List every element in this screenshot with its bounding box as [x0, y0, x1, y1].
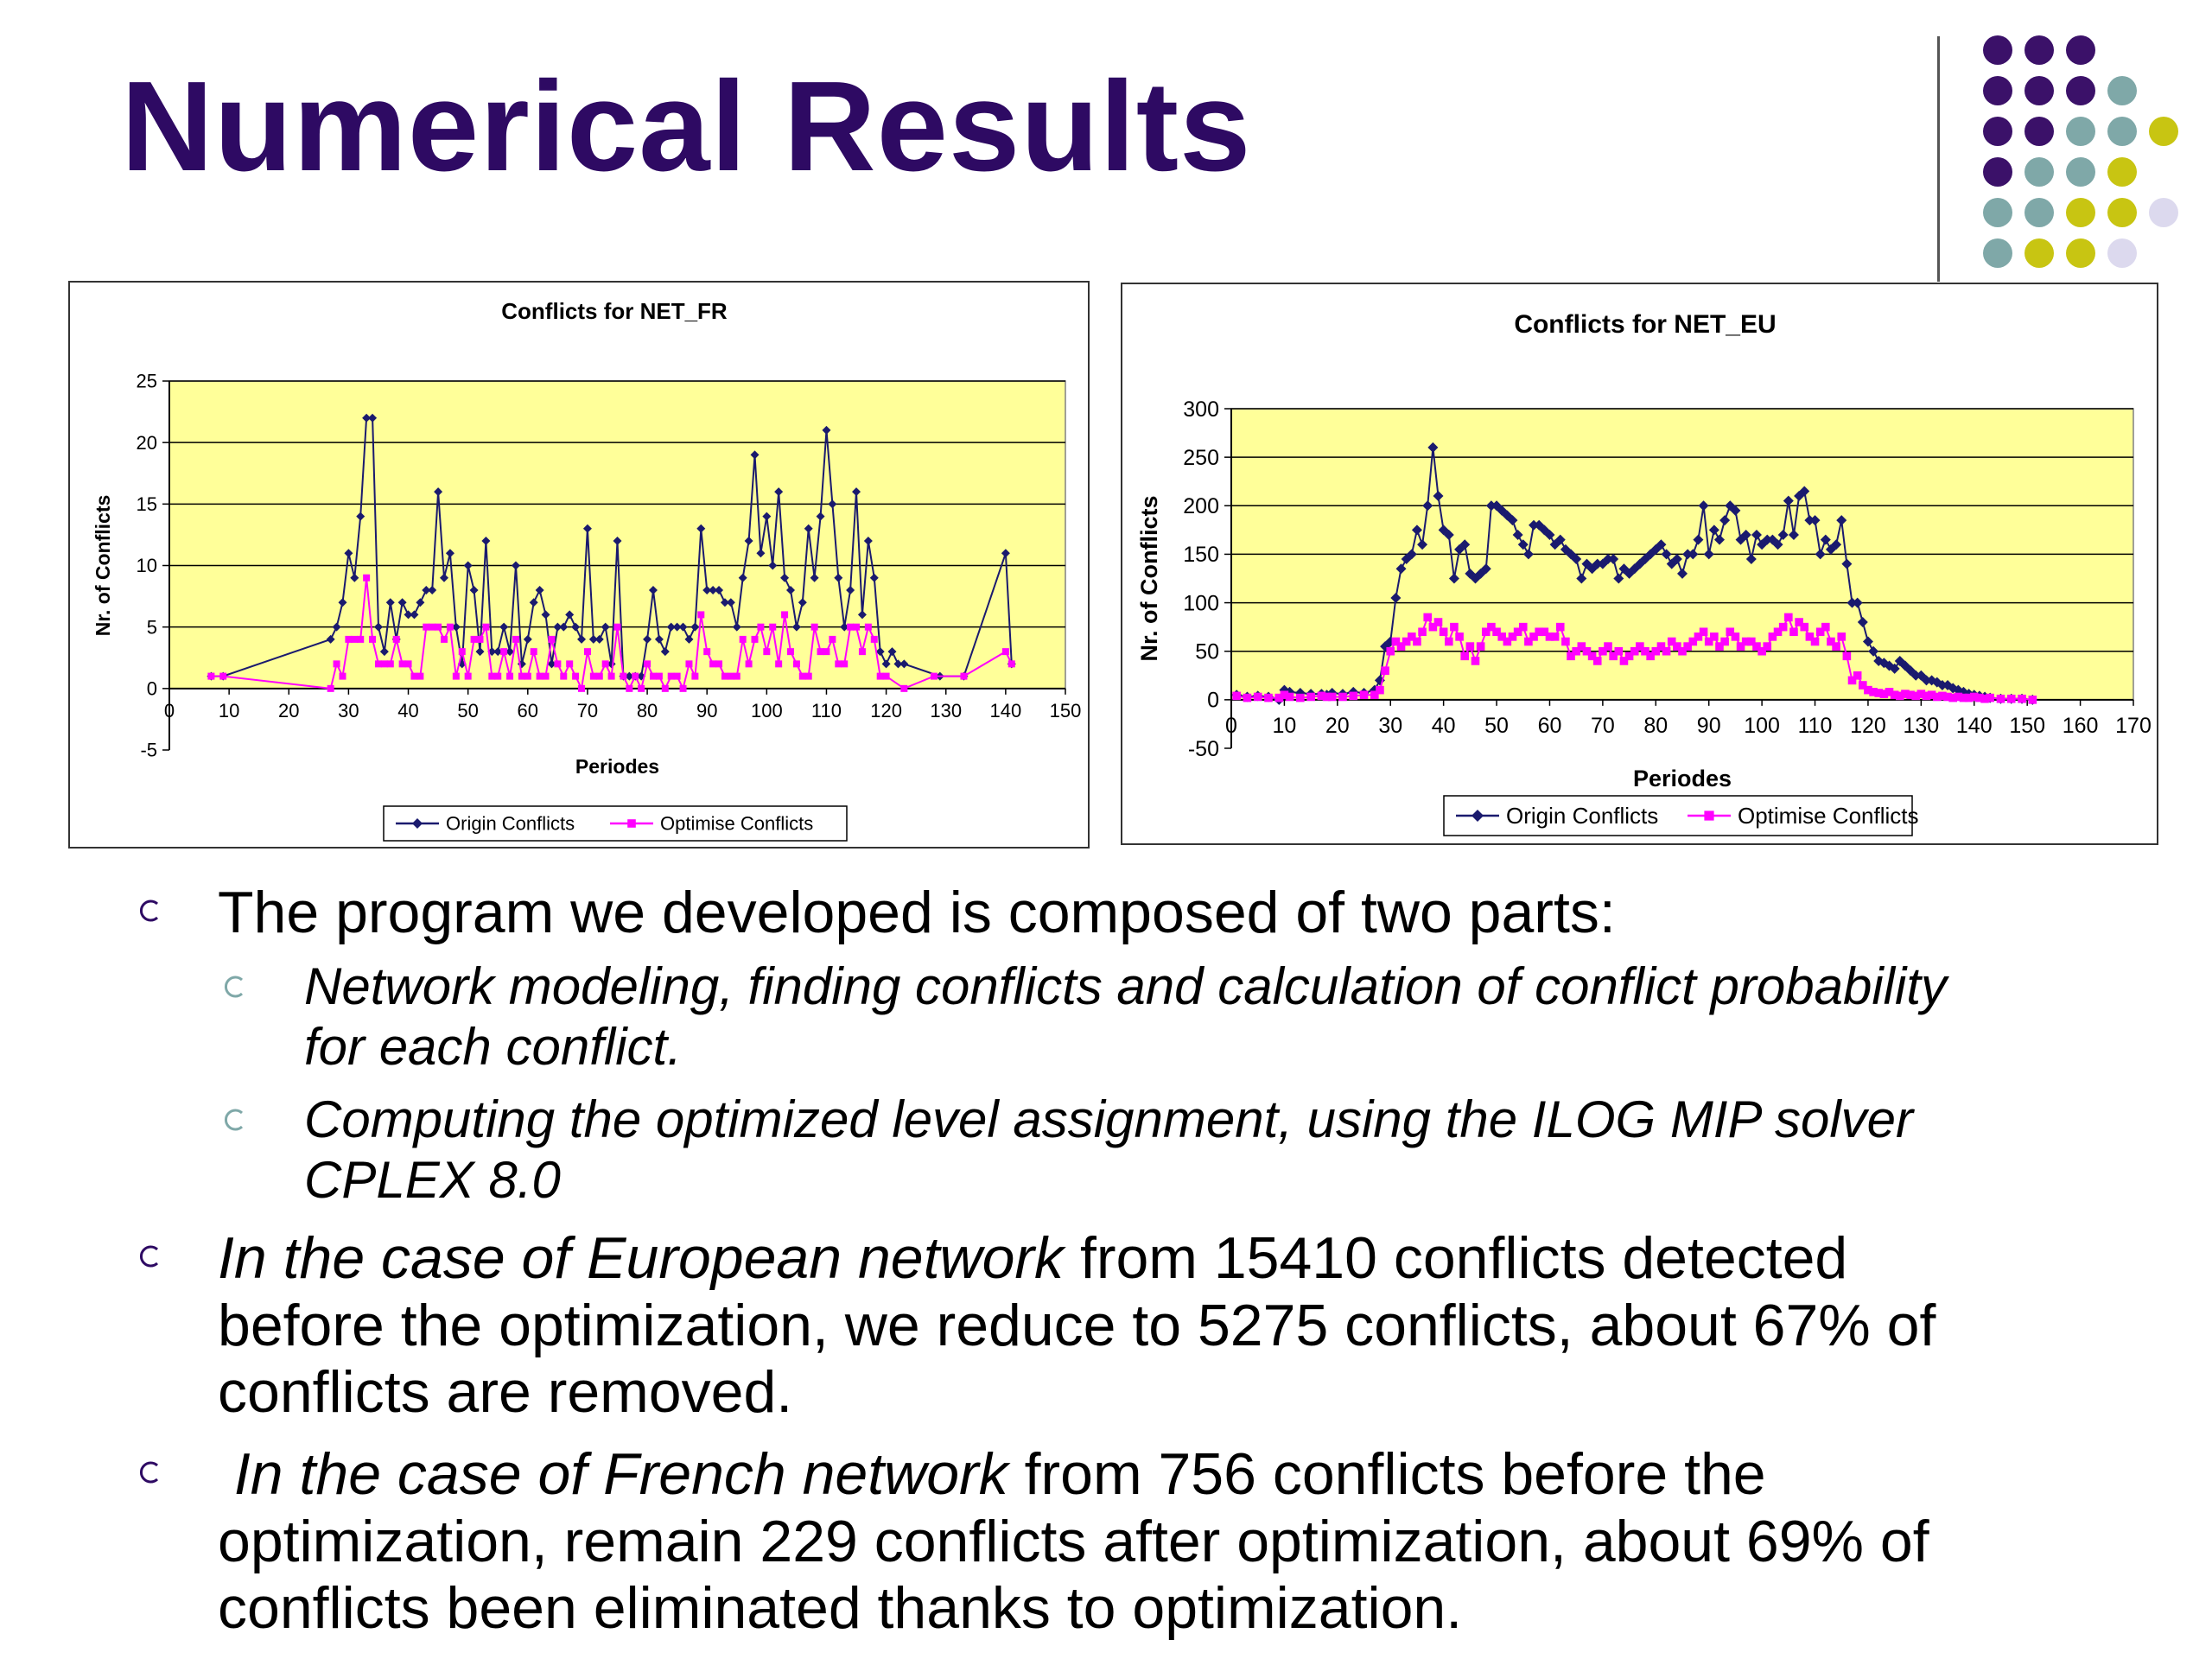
data-point-optimise-conflicts	[685, 660, 692, 667]
x-tick-label: 20	[278, 699, 300, 721]
y-tick-label: 15	[136, 493, 157, 516]
data-point-optimise-conflicts	[871, 636, 878, 643]
x-tick-label: 50	[1484, 713, 1509, 738]
data-point-optimise-conflicts	[1732, 632, 1740, 641]
bullet-2-line-3: conflicts are removed.	[218, 1359, 793, 1425]
x-tick-label: 150	[2009, 713, 2046, 738]
plot-area	[169, 381, 1065, 689]
data-point-optimise-conflicts	[1450, 623, 1459, 632]
decorative-dot	[2024, 198, 2054, 227]
data-point-optimise-conflicts	[859, 648, 866, 655]
data-point-optimise-conflicts	[554, 660, 561, 667]
decorative-dot	[1983, 76, 2012, 105]
data-point-optimise-conflicts	[334, 660, 340, 667]
data-point-optimise-conflicts	[865, 624, 872, 631]
data-point-optimise-conflicts	[1360, 690, 1369, 699]
data-point-optimise-conflicts	[709, 660, 716, 667]
decorative-dot	[2024, 238, 2054, 268]
data-point-optimise-conflicts	[381, 660, 388, 667]
data-point-optimise-conflicts	[1418, 627, 1427, 636]
data-point-optimise-conflicts	[638, 685, 645, 692]
data-point-optimise-conflicts	[1440, 627, 1448, 636]
data-point-optimise-conflicts	[1455, 632, 1464, 641]
data-point-optimise-conflicts	[1662, 647, 1671, 656]
decorative-dot-grid	[0, 0, 2212, 285]
data-point-optimise-conflicts	[339, 673, 346, 680]
data-point-optimise-conflicts	[734, 673, 741, 680]
data-point-optimise-conflicts	[1763, 642, 1771, 651]
data-point-optimise-conflicts	[1445, 638, 1453, 646]
data-point-optimise-conflicts	[1413, 638, 1421, 646]
x-tick-label: 160	[2062, 713, 2099, 738]
bullet-3-line-2: optimization, remain 229 conflicts after optimization, about 69% of	[218, 1509, 1929, 1574]
data-point-optimise-conflicts	[584, 648, 591, 655]
data-point-optimise-conflicts	[1434, 618, 1443, 626]
bullet-3-italic: In the case of French network	[233, 1441, 1008, 1507]
data-point-optimise-conflicts	[560, 673, 567, 680]
data-point-optimise-conflicts	[1720, 638, 1729, 646]
x-tick-label: 60	[1537, 713, 1562, 738]
x-tick-label: 40	[397, 699, 419, 721]
x-tick-label: 150	[1049, 699, 1082, 721]
data-point-optimise-conflicts	[476, 636, 483, 643]
decorative-dot	[2107, 76, 2137, 105]
y-tick-label: 20	[136, 431, 157, 454]
data-point-optimise-conflicts	[841, 660, 848, 667]
bullet-2-italic: In the case of European network	[218, 1225, 1065, 1291]
data-point-optimise-conflicts	[363, 575, 370, 582]
data-point-optimise-conflicts	[512, 636, 519, 643]
y-tick-label: 50	[1195, 639, 1219, 664]
data-point-optimise-conflicts	[524, 673, 531, 680]
y-tick-label: 5	[146, 616, 157, 639]
bullet-2-line-2: before the optimization, we reduce to 5275 conflicts, about 67% of	[218, 1293, 1936, 1358]
data-point-optimise-conflicts	[327, 685, 334, 692]
decorative-dot	[1983, 35, 2012, 65]
y-axis-label: Nr. of Conflicts	[1136, 495, 1162, 662]
data-point-optimise-conflicts	[1789, 627, 1798, 636]
bullet-marker-icon	[138, 899, 162, 923]
y-tick-label: -5	[140, 739, 157, 761]
x-tick-label: 80	[636, 699, 658, 721]
data-point-optimise-conflicts	[1008, 660, 1015, 667]
data-point-optimise-conflicts	[650, 673, 657, 680]
bullet-1: The program we developed is composed of two parts:	[218, 880, 1616, 945]
x-tick-label: 60	[517, 699, 539, 721]
data-point-optimise-conflicts	[1784, 613, 1793, 622]
data-point-optimise-conflicts	[1821, 623, 1830, 632]
data-point-optimise-conflicts	[715, 660, 722, 667]
bullet-marker-icon	[138, 1460, 162, 1484]
data-point-optimise-conflicts	[632, 673, 639, 680]
data-point-optimise-conflicts	[506, 673, 513, 680]
y-tick-label: 150	[1183, 543, 1219, 568]
data-point-optimise-conflicts	[763, 648, 770, 655]
data-point-optimise-conflicts	[691, 673, 698, 680]
x-tick-label: 140	[1955, 713, 1993, 738]
legend-label-optimise-conflicts: Optimise Conflicts	[1738, 803, 1919, 830]
data-point-optimise-conflicts	[1002, 648, 1009, 655]
data-point-optimise-conflicts	[2029, 696, 2037, 704]
x-axis-label: Periodes	[575, 755, 660, 778]
data-point-optimise-conflicts	[543, 673, 550, 680]
bullet-2-rest: from 15410 conflicts detected	[1064, 1225, 1848, 1291]
decorative-dot	[2024, 76, 2054, 105]
x-tick-label: 130	[1903, 713, 1940, 738]
data-point-optimise-conflicts	[1837, 632, 1846, 641]
data-point-optimise-conflicts	[369, 636, 376, 643]
legend-label-optimise-conflicts: Optimise Conflicts	[660, 812, 814, 835]
data-point-optimise-conflicts	[578, 685, 585, 692]
data-point-optimise-conflicts	[410, 673, 417, 680]
x-tick-label: 90	[696, 699, 718, 721]
data-point-optimise-conflicts	[740, 636, 747, 643]
data-point-optimise-conflicts	[1843, 652, 1852, 661]
x-tick-label: 100	[750, 699, 783, 721]
legend-label-origin-conflicts: Origin Conflicts	[1506, 803, 1659, 830]
data-point-optimise-conflicts	[1561, 638, 1570, 646]
data-point-optimise-conflicts	[219, 673, 226, 680]
data-point-optimise-conflicts	[1811, 638, 1820, 646]
x-tick-label: 110	[810, 699, 842, 721]
x-tick-label: 50	[457, 699, 479, 721]
data-point-optimise-conflicts	[1800, 623, 1808, 632]
legend-marker-optimise-conflicts	[1704, 810, 1713, 820]
data-point-optimise-conflicts	[644, 660, 651, 667]
data-point-optimise-conflicts	[465, 673, 472, 680]
x-tick-label: 120	[870, 699, 902, 721]
data-point-optimise-conflicts	[1604, 642, 1612, 651]
chart-title: Conflicts for NET_FR	[501, 298, 728, 324]
data-point-optimise-conflicts	[602, 660, 609, 667]
x-tick-label: 30	[338, 699, 359, 721]
y-tick-label: 25	[136, 370, 157, 392]
x-tick-label: 100	[1744, 713, 1780, 738]
data-point-optimise-conflicts	[1471, 657, 1480, 665]
data-point-optimise-conflicts	[1381, 666, 1389, 675]
y-tick-label: 250	[1183, 445, 1219, 470]
data-point-optimise-conflicts	[488, 673, 495, 680]
data-point-optimise-conflicts	[805, 673, 812, 680]
decorative-dot	[2107, 238, 2137, 268]
x-tick-label: 10	[1272, 713, 1297, 738]
decorative-dot	[2149, 117, 2178, 146]
data-point-optimise-conflicts	[566, 660, 573, 667]
y-tick-label: 200	[1183, 494, 1219, 519]
chart-title: Conflicts for NET_EU	[1514, 310, 1777, 339]
data-point-optimise-conflicts	[351, 636, 358, 643]
chart-net-fr-svg	[70, 283, 1088, 847]
data-point-optimise-conflicts	[799, 673, 806, 680]
y-tick-label: -50	[1187, 736, 1219, 761]
data-point-optimise-conflicts	[459, 648, 466, 655]
data-point-optimise-conflicts	[416, 673, 423, 680]
data-point-optimise-conflicts	[1254, 693, 1262, 702]
data-point-optimise-conflicts	[1615, 647, 1624, 656]
data-point-optimise-conflicts	[721, 673, 728, 680]
decorative-dot	[2066, 76, 2095, 105]
data-point-optimise-conflicts	[447, 624, 454, 631]
data-point-optimise-conflicts	[1710, 632, 1719, 641]
data-point-optimise-conflicts	[1296, 694, 1305, 702]
decorative-dot	[2107, 117, 2137, 146]
decorative-dot	[2066, 238, 2095, 268]
y-tick-label: 300	[1183, 397, 1219, 422]
x-tick-label: 20	[1325, 713, 1350, 738]
x-tick-label: 170	[2115, 713, 2152, 738]
data-point-optimise-conflicts	[746, 660, 753, 667]
data-point-optimise-conflicts	[596, 673, 603, 680]
data-point-optimise-conflicts	[728, 673, 734, 680]
data-point-optimise-conflicts	[1376, 686, 1384, 695]
data-point-optimise-conflicts	[1551, 632, 1560, 641]
data-point-optimise-conflicts	[500, 648, 507, 655]
data-point-optimise-conflicts	[441, 636, 448, 643]
data-point-optimise-conflicts	[1986, 694, 1994, 702]
x-tick-label: 120	[1850, 713, 1886, 738]
data-point-optimise-conflicts	[1700, 627, 1708, 636]
data-point-optimise-conflicts	[668, 673, 675, 680]
decorative-dot	[2024, 35, 2054, 65]
data-point-optimise-conflicts	[531, 648, 537, 655]
data-point-optimise-conflicts	[405, 660, 412, 667]
data-point-optimise-conflicts	[626, 685, 632, 692]
data-point-optimise-conflicts	[1779, 623, 1788, 632]
y-tick-label: 100	[1183, 591, 1219, 616]
data-point-optimise-conflicts	[847, 624, 854, 631]
data-point-optimise-conflicts	[494, 673, 501, 680]
data-point-optimise-conflicts	[931, 673, 938, 680]
data-point-optimise-conflicts	[829, 636, 836, 643]
data-point-optimise-conflicts	[877, 673, 884, 680]
data-point-optimise-conflicts	[793, 660, 800, 667]
decorative-dot	[2066, 157, 2095, 187]
bullet-3-line-1	[218, 1441, 1766, 1507]
data-point-optimise-conflicts	[823, 648, 830, 655]
chart-net-fr	[68, 281, 1090, 849]
legend-label-origin-conflicts: Origin Conflicts	[446, 812, 575, 835]
x-tick-label: 0	[163, 699, 175, 721]
data-point-optimise-conflicts	[393, 636, 400, 643]
decorative-dot	[2066, 35, 2095, 65]
data-point-optimise-conflicts	[656, 673, 663, 680]
sub-bullet-2-line-2: CPLEX 8.0	[304, 1151, 561, 1209]
data-point-optimise-conflicts	[1593, 657, 1602, 665]
legend-marker-optimise-conflicts	[627, 819, 636, 828]
data-point-optimise-conflicts	[387, 660, 394, 667]
x-tick-label: 90	[1696, 713, 1721, 738]
decorative-dot	[2066, 198, 2095, 227]
data-point-optimise-conflicts	[620, 673, 626, 680]
data-point-optimise-conflicts	[1386, 647, 1395, 656]
data-point-optimise-conflicts	[429, 624, 435, 631]
slide-title: Numerical Results	[121, 55, 1252, 198]
data-point-optimise-conflicts	[2018, 695, 2026, 703]
y-tick-label: 10	[136, 555, 157, 577]
data-point-optimise-conflicts	[1349, 692, 1357, 701]
data-point-optimise-conflicts	[1243, 694, 1252, 702]
data-point-optimise-conflicts	[775, 660, 782, 667]
data-point-optimise-conflicts	[482, 624, 489, 631]
sub-bullet-1-line-1: Network modeling, finding conflicts and calculation of conflict probability	[304, 957, 1947, 1015]
data-point-optimise-conflicts	[207, 673, 214, 680]
x-tick-label: 140	[989, 699, 1022, 721]
decorative-dot	[1983, 157, 2012, 187]
decorative-dot	[2149, 198, 2178, 227]
data-point-optimise-conflicts	[781, 611, 788, 618]
decorative-dot	[2107, 198, 2137, 227]
data-point-optimise-conflicts	[572, 673, 579, 680]
data-point-optimise-conflicts	[703, 648, 710, 655]
sub-bullet-marker-icon	[223, 975, 247, 999]
x-tick-label: 10	[218, 699, 240, 721]
data-point-optimise-conflicts	[1466, 642, 1475, 651]
decorative-dot	[2024, 117, 2054, 146]
data-point-optimise-conflicts	[960, 673, 967, 680]
data-point-optimise-conflicts	[787, 648, 794, 655]
data-point-optimise-conflicts	[817, 648, 824, 655]
data-point-optimise-conflicts	[1264, 694, 1273, 702]
chart-net-eu-svg	[1122, 284, 2157, 843]
data-point-optimise-conflicts	[900, 685, 907, 692]
x-tick-label: 30	[1378, 713, 1403, 738]
data-point-optimise-conflicts	[1556, 623, 1565, 632]
y-tick-label: 0	[146, 677, 157, 700]
x-tick-label: 70	[1590, 713, 1615, 738]
data-point-optimise-conflicts	[1832, 642, 1840, 651]
x-tick-label: 0	[1225, 713, 1237, 738]
data-point-optimise-conflicts	[1306, 693, 1315, 702]
decorative-dot	[1983, 198, 2012, 227]
data-point-optimise-conflicts	[853, 624, 860, 631]
data-point-optimise-conflicts	[548, 636, 555, 643]
sub-bullet-1-line-2: for each conflict.	[304, 1018, 682, 1076]
data-point-optimise-conflicts	[518, 673, 525, 680]
x-tick-label: 70	[576, 699, 599, 721]
x-axis-label: Periodes	[1632, 766, 1732, 791]
data-point-optimise-conflicts	[1232, 692, 1241, 701]
bullet-3-line-3: conflicts been eliminated thanks to optimization.	[218, 1575, 1463, 1641]
data-point-optimise-conflicts	[757, 624, 764, 631]
y-tick-label: 0	[1207, 688, 1219, 713]
decorative-dot	[1983, 238, 2012, 268]
bullet-2-line-1	[218, 1225, 1848, 1291]
decorative-dot	[2024, 157, 2054, 187]
chart-net-eu	[1121, 283, 2158, 845]
x-tick-label: 110	[1797, 713, 1833, 738]
data-point-optimise-conflicts	[471, 636, 478, 643]
data-point-optimise-conflicts	[674, 673, 681, 680]
data-point-optimise-conflicts	[680, 685, 687, 692]
sub-bullet-2-line-1: Computing the optimized level assignment, using the ILOG MIP solver	[304, 1090, 1913, 1148]
data-point-optimise-conflicts	[614, 624, 621, 631]
data-point-optimise-conflicts	[1997, 695, 2005, 703]
decorative-dot	[2066, 117, 2095, 146]
x-tick-label: 40	[1431, 713, 1456, 738]
data-point-optimise-conflicts	[399, 660, 406, 667]
x-tick-label: 80	[1643, 713, 1669, 738]
data-point-optimise-conflicts	[883, 673, 890, 680]
data-point-optimise-conflicts	[662, 685, 669, 692]
data-point-optimise-conflicts	[1423, 613, 1432, 622]
data-point-optimise-conflicts	[345, 636, 352, 643]
data-point-optimise-conflicts	[2007, 695, 2016, 703]
y-axis-label: Nr. of Conflicts	[92, 494, 114, 637]
data-point-optimise-conflicts	[769, 624, 776, 631]
data-point-optimise-conflicts	[435, 624, 442, 631]
data-point-optimise-conflicts	[1338, 693, 1347, 702]
data-point-optimise-conflicts	[537, 673, 543, 680]
data-point-optimise-conflicts	[453, 673, 460, 680]
data-point-optimise-conflicts	[1460, 652, 1469, 661]
data-point-optimise-conflicts	[1477, 642, 1485, 651]
data-point-optimise-conflicts	[752, 636, 759, 643]
x-tick-label: 130	[930, 699, 963, 721]
data-point-optimise-conflicts	[1853, 671, 1862, 680]
data-point-optimise-conflicts	[1328, 693, 1337, 702]
data-point-optimise-conflicts	[357, 636, 364, 643]
bullet-3-rest: from 756 conflicts before the	[1007, 1441, 1766, 1507]
data-point-optimise-conflicts	[375, 660, 382, 667]
data-point-optimise-conflicts	[590, 673, 597, 680]
data-point-optimise-conflicts	[835, 660, 842, 667]
data-point-optimise-conflicts	[697, 611, 704, 618]
data-point-optimise-conflicts	[423, 624, 429, 631]
data-point-optimise-conflicts	[608, 673, 615, 680]
bullet-marker-icon	[138, 1244, 162, 1268]
decorative-dot	[2107, 157, 2137, 187]
data-point-optimise-conflicts	[811, 624, 818, 631]
data-point-optimise-conflicts	[1519, 623, 1528, 632]
data-point-optimise-conflicts	[1286, 693, 1294, 702]
decorative-dot	[1983, 117, 2012, 146]
sub-bullet-marker-icon	[223, 1108, 247, 1132]
